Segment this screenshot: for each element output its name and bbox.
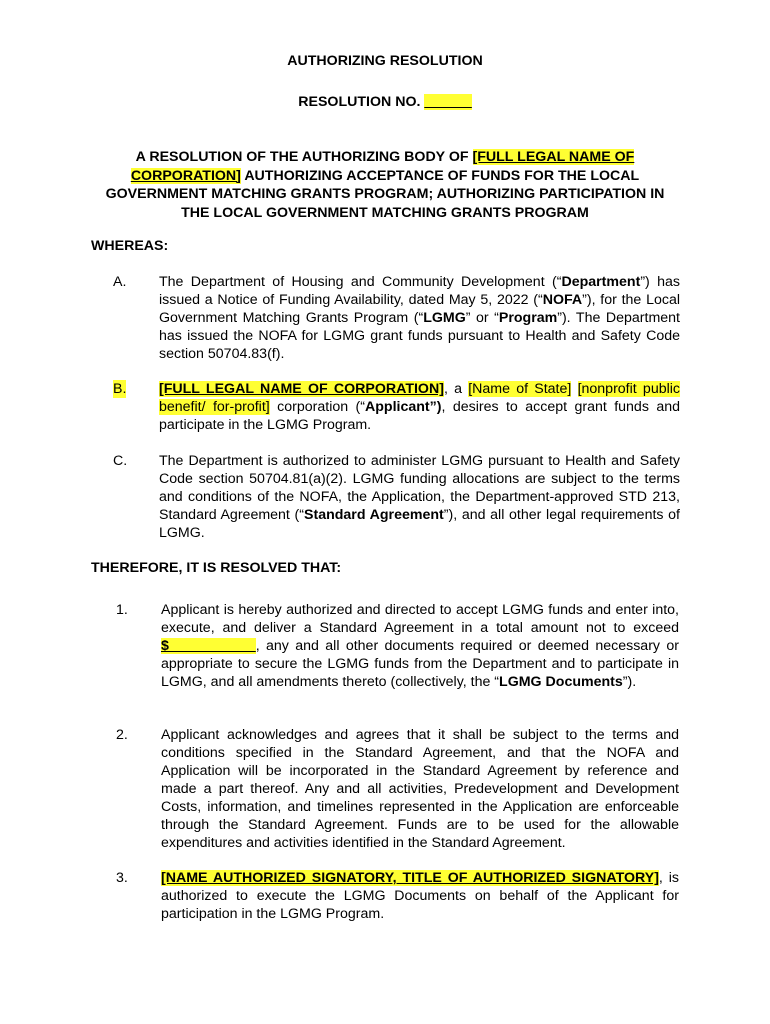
- heading-corporation-placeholder: [FULL LEGAL NAME OF CORPORATION]: [130, 149, 635, 184]
- recital-label: A.: [113, 274, 127, 290]
- recital-text: [159, 273, 680, 363]
- text-run: , any and all other documents required or deemed necessary or appropriate to secure the LGMG funds from the Department and to participate in LGMG, and all amendments thereto (collectively, the “: [161, 638, 679, 690]
- text-run: The Department is authorized to administer LGMG pursuant to Health and Safety Code section 50704.81(a)(2). LGMG funding allocations are subject to the terms and conditions of the NOFA, the Application, the Department-approved STD 213, Standard Agreement (“: [159, 453, 680, 523]
- defined-term-lgmg-documents: LGMG Documents: [499, 674, 623, 690]
- recital-label: B.: [113, 381, 127, 397]
- text-run: ” or “: [465, 310, 499, 326]
- resolution-number: [0, 93, 770, 111]
- heading-text-pre: A RESOLUTION OF THE AUTHORIZING BODY OF: [135, 149, 469, 165]
- defined-term-nofa: NOFA: [542, 292, 583, 308]
- recital-label: C.: [113, 453, 128, 469]
- text-run: ”). The Department has issued the NOFA for LGMG grant funds pursuant to Health and Safety Code section 50704.83(f).: [159, 310, 681, 362]
- text-run: Applicant is hereby authorized and directed to accept LGMG funds and enter into, execute, and deliver a Standard Agreement in a total amount not to exceed: [161, 602, 679, 636]
- defined-term-lgmg: LGMG: [423, 310, 466, 326]
- text-run: corporation (“: [269, 399, 366, 415]
- corporation-name-placeholder: [FULL LEGAL NAME OF CORPORATION]: [159, 381, 444, 397]
- defined-term-standard-agreement: Standard Agreement: [304, 507, 444, 523]
- recital-text: [159, 452, 680, 542]
- resolution-heading: [92, 148, 678, 222]
- heading-text-post: AUTHORIZING ACCEPTANCE OF FUNDS FOR THE LOCAL GOVERNMENT MATCHING GRANTS PROGRAM; AUTHORIZING PARTICIPATION IN THE LOCAL GOVERNMENT MATCHING GRANTS PROGRAM: [105, 167, 665, 221]
- item-number: 3.: [116, 870, 128, 886]
- text-run: , a: [443, 381, 469, 397]
- defined-term-applicant: Applicant”): [365, 399, 442, 415]
- text-run: , is authorized to execute the LGMG Documents on behalf of the Applicant for participation in the LGMG Program.: [161, 870, 679, 922]
- item-text: [161, 869, 679, 923]
- amount-blank: $___________: [161, 638, 256, 654]
- item-number: 1.: [116, 602, 128, 618]
- whereas-heading: WHEREAS:: [91, 238, 169, 254]
- resolution-number-blank: ______: [424, 94, 472, 110]
- defined-term-department: Department: [561, 274, 641, 290]
- text-run: [571, 381, 577, 397]
- state-name-placeholder: [Name of State]: [468, 381, 572, 397]
- therefore-heading: THEREFORE, IT IS RESOLVED THAT:: [91, 560, 342, 576]
- text-run: ”), for the Local Government Matching Grants Program (“: [159, 292, 680, 326]
- item-text: [161, 601, 679, 691]
- recital-text: [159, 380, 680, 434]
- item-number: 2.: [116, 727, 128, 743]
- item-text: Applicant acknowledges and agrees that it shall be subject to the terms and conditions specified in the Standard Agreement, and that the NOFA and Application will be incorporated in the Standard Agreement by reference and made a part thereof. Any and all activities, Predevelopment and Development Costs, information, and timelines represented in the Application are enforceable through the Standard Agreement. Funds are to be used for the allowable expenditures and activities identified in the Standard Agreement.: [161, 727, 679, 851]
- document-title: AUTHORIZING RESOLUTION: [287, 53, 483, 69]
- resolution-label: RESOLUTION NO.: [298, 94, 421, 110]
- text-run: The Department of Housing and Community Development (“: [159, 274, 562, 290]
- defined-term-program: Program: [498, 310, 558, 326]
- text-run: ”) has issued a Notice of Funding Availability, dated May 5, 2022 (“: [159, 274, 680, 308]
- signatory-placeholder: [NAME AUTHORIZED SIGNATORY, TITLE OF AUTHORIZED SIGNATORY]: [161, 870, 659, 886]
- corporation-type-placeholder: [nonprofit public benefit/ for-profit]: [159, 381, 680, 415]
- text-run: ”), and all other legal requirements of LGMG.: [159, 507, 680, 541]
- text-run: ”).: [622, 674, 637, 690]
- text-run: , desires to accept grant funds and participate in the LGMG Program.: [159, 399, 681, 433]
